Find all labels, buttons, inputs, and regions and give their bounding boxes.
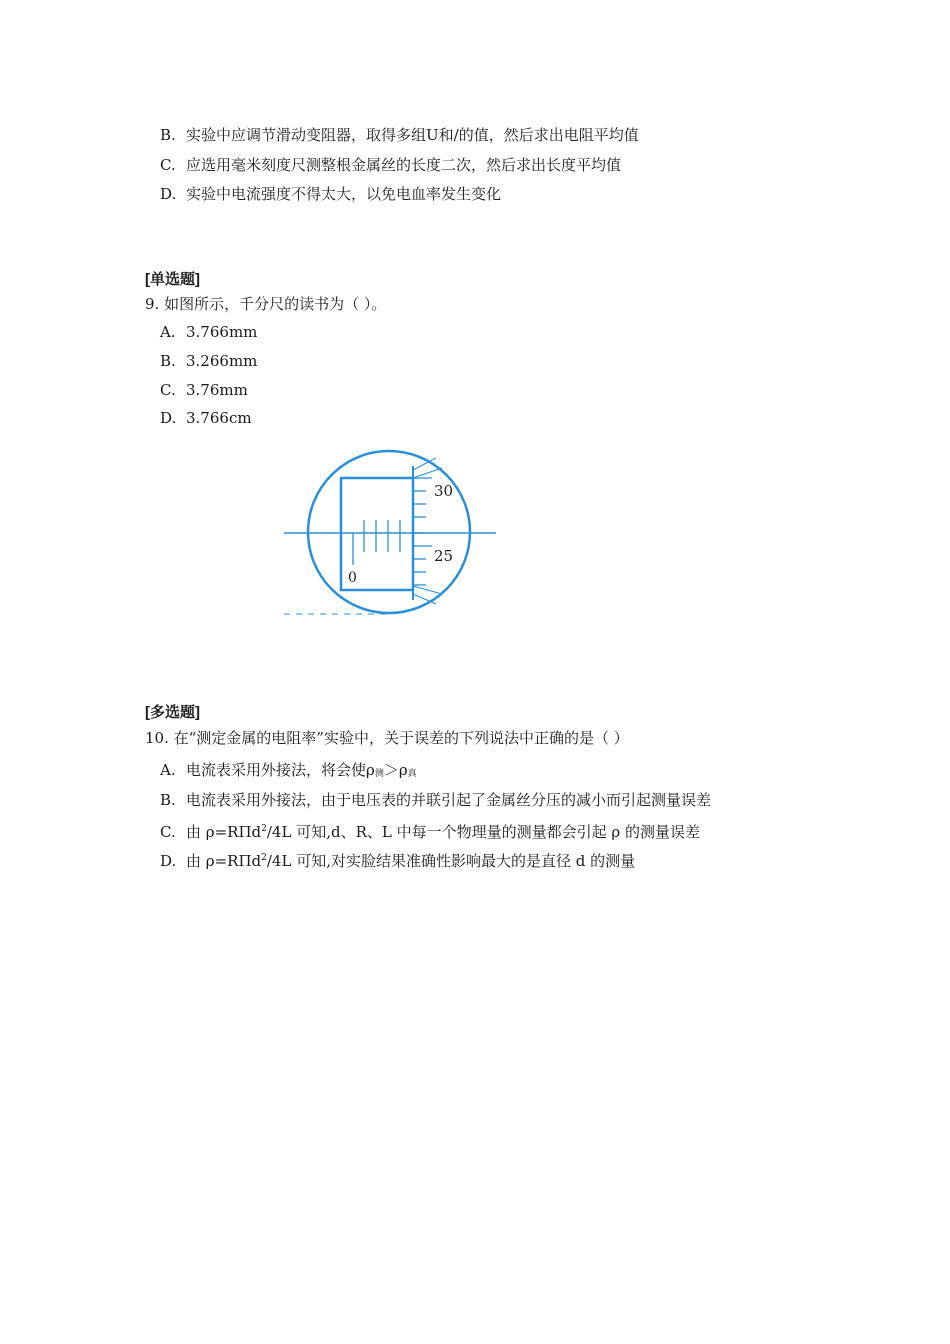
q10-option-d [160,848,635,871]
option-text-pre: 电流表采用外接法，将会使ρ [186,761,375,779]
option-letter: D. [160,852,177,870]
subscript-measured: 测 [374,769,384,779]
option-letter: C. [160,381,176,399]
option-letter: B. [160,126,176,144]
option-text: 实验中电流强度不得太大，以免电血率发生变化 [186,185,502,203]
superscript-2: 2 [261,853,267,863]
option-text-post: /4L 可知,d、R、L 中每一个物理量的测量都会引起 ρ 的测量误差 [266,823,700,841]
label-25: 25 [434,547,454,565]
option-text: 3.766mm [186,323,258,341]
q10-option-c [160,819,700,842]
micrometer-figure [280,448,500,620]
label-30: 30 [434,482,454,500]
option-text: 3.76mm [186,381,248,399]
thimble-ticks [413,478,432,585]
micrometer-diagram [280,448,500,620]
option-letter: C. [160,823,176,841]
option-text: 3.266mm [186,352,258,370]
q9-option-b [160,351,257,371]
option-text-pre: 由 ρ=RΠd [186,852,262,870]
option-letter: A. [160,323,176,341]
option-letter: C. [160,156,176,174]
q10-option-b [160,790,711,810]
option-letter: D. [160,185,177,203]
q10-type-label: [多选题] [145,704,200,721]
q8-option-d [160,184,501,204]
option-text-pre: 由 ρ=RΠd [186,823,262,841]
sleeve-ticks [353,520,400,565]
superscript-2: 2 [261,824,267,834]
option-letter: B. [160,352,176,370]
q9-stem: 9. 如图所示，千分尺的读书为（ ）。 [145,295,387,313]
q10-option-a [160,760,417,784]
option-text: 应选用毫米刻度尺测整根金属丝的长度二次，然后求出长度平均值 [186,156,622,174]
option-letter: A. [160,761,176,779]
q9-option-a [160,322,257,342]
option-text-mid: ＞ρ [383,761,408,779]
option-text: 电流表采用外接法，由于电压表的并联引起了金属丝分压的减小而引起测量误差 [186,791,712,809]
subscript-true: 真 [407,769,417,779]
option-text: 3.766cm [186,409,252,427]
option-letter: D. [160,409,177,427]
q9-option-d [160,408,252,428]
option-text: 实验中应调节滑动变阻器，取得多组U和/的值，然后求出电阻平均值 [186,126,639,144]
option-letter: B. [160,791,176,809]
label-0: 0 [348,570,357,586]
q8-option-b [160,125,639,145]
q9-type-label: [单选题] [145,271,200,288]
q10-stem: 10. 在“测定金属的电阻率”实验中，关于误差的下列说法中正确的是（ ） [145,729,629,747]
view-circle [308,451,470,613]
thimble-curve-marks [413,458,442,604]
q8-option-c [160,155,621,175]
q9-option-c [160,380,248,400]
option-text-post: /4L 可知,对实脸结果准确性影响最大的是直径 d 的测量 [266,852,636,870]
